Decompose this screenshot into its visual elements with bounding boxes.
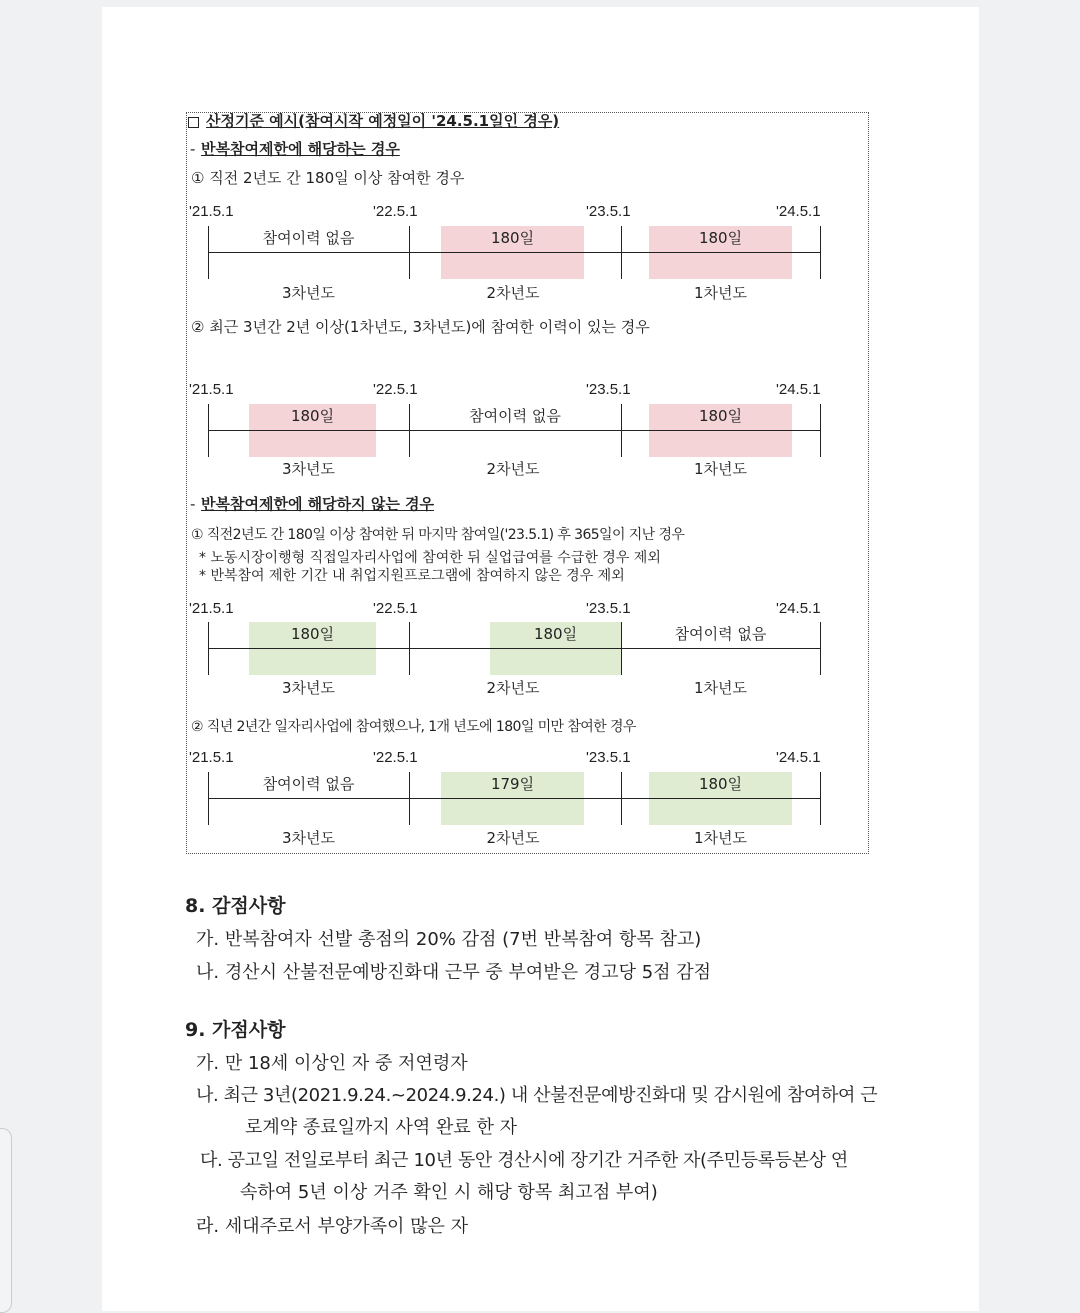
timeline-cell: 참여이력 없음 (469, 407, 561, 425)
timeline-cell-highlight: 180일 (649, 226, 792, 279)
year-label: 2차년도 (486, 829, 540, 847)
timeline-tick (621, 772, 622, 825)
date-label: '24.5.1 (776, 381, 821, 398)
list-item: 나. 최근 3년(2021.9.24.~2024.9.24.) 내 산불전문예방진화대 및 감시원에 참여하여 근 (196, 1085, 878, 1106)
dash-marker: - (190, 495, 196, 513)
timeline-cell-highlight: 180일 (249, 622, 376, 675)
timeline-axis (208, 798, 821, 799)
timeline-cell-highlight: 180일 (441, 226, 584, 279)
section-8-title: 8. 감점사항 (185, 895, 286, 917)
list-item-continuation: 속하여 5년 이상 거주 확인 시 해당 항목 최고점 부여) (240, 1182, 658, 1203)
timeline-tick (409, 622, 410, 675)
list-item: 가. 반복참여자 선발 총점의 20% 감점 (7번 반복참여 항목 참고) (196, 929, 702, 950)
list-item: 나. 경산시 산불전문예방진화대 근무 중 부여받은 경고당 5점 감점 (196, 962, 712, 983)
case-label: ① 직전 2년도 간 180일 이상 참여한 경우 (191, 169, 465, 187)
date-label: '23.5.1 (586, 749, 631, 766)
date-label: '21.5.1 (189, 600, 234, 617)
timeline-tick (208, 404, 209, 457)
example-box (186, 112, 869, 854)
year-label: 3차년도 (281, 829, 335, 847)
dash-marker: - (190, 140, 196, 158)
side-scroll-handle[interactable] (0, 1128, 12, 1313)
timeline-tick (409, 404, 410, 457)
timeline-axis (208, 252, 821, 253)
checkbox-icon (188, 117, 199, 128)
year-label: 1차년도 (693, 460, 747, 478)
timeline-tick (820, 226, 821, 279)
date-label: '23.5.1 (586, 381, 631, 398)
year-label: 1차년도 (693, 284, 747, 302)
timeline-tick (621, 226, 622, 279)
timeline-cell: 참여이력 없음 (262, 229, 355, 247)
date-label: '24.5.1 (776, 749, 821, 766)
box-title: 산정기준 예시(참여시작 예정일이 '24.5.1일인 경우) (206, 112, 560, 130)
timeline-tick (208, 226, 209, 279)
year-label: 3차년도 (281, 679, 335, 697)
date-label: '21.5.1 (189, 381, 234, 398)
case-label: ① 직전2년도 간 180일 이상 참여한 뒤 마지막 참여일('23.5.1) 후 365일이 지난 경우 (191, 527, 685, 543)
timeline-tick (208, 772, 209, 825)
year-label: 2차년도 (486, 284, 540, 302)
timeline-cell: 참여이력 없음 (262, 775, 355, 793)
date-label: '23.5.1 (586, 203, 631, 220)
timeline-cell-highlight: 180일 (649, 404, 792, 457)
timeline-tick (208, 622, 209, 675)
year-label: 3차년도 (281, 284, 335, 302)
list-item: 라. 세대주로서 부양가족이 많은 자 (196, 1216, 469, 1237)
timeline-tick (820, 404, 821, 457)
list-item: 다. 공고일 전일로부터 최근 10년 동안 경산시에 장기간 거주한 자(주민등록등본상 연 (200, 1150, 848, 1171)
timeline-cell-highlight: 180일 (249, 404, 376, 457)
timeline-cell-highlight: 179일 (441, 772, 584, 825)
timeline-axis (208, 430, 821, 431)
section-9-title: 9. 가점사항 (185, 1019, 286, 1041)
timeline-tick (621, 404, 622, 457)
date-label: '21.5.1 (189, 749, 234, 766)
list-item-continuation: 로계약 종료일까지 사역 완료 한 자 (245, 1117, 518, 1138)
timeline-tick (409, 226, 410, 279)
year-label: 2차년도 (486, 460, 540, 478)
timeline-cell: 참여이력 없음 (674, 625, 767, 643)
note-line: * 반복참여 제한 기간 내 취업지원프로그램에 참여하지 않은 경우 제외 (199, 568, 625, 584)
date-label: '23.5.1 (586, 600, 631, 617)
section-heading-not-restricted: 반복참여제한에 해당하지 않는 경우 (201, 495, 435, 513)
date-label: '21.5.1 (189, 203, 234, 220)
timeline-cell-highlight: 180일 (649, 772, 792, 825)
note-line: * 노동시장이행형 직접일자리사업에 참여한 뒤 실업급여를 수급한 경우 제외 (199, 550, 661, 566)
year-label: 2차년도 (486, 679, 540, 697)
timeline-axis (208, 648, 821, 649)
date-label: '22.5.1 (373, 600, 418, 617)
year-label: 1차년도 (693, 679, 747, 697)
section-heading-restricted: 반복참여제한에 해당하는 경우 (201, 140, 400, 158)
year-label: 3차년도 (281, 460, 335, 478)
year-label: 1차년도 (693, 829, 747, 847)
date-label: '24.5.1 (776, 203, 821, 220)
timeline-tick (621, 622, 622, 675)
date-label: '22.5.1 (373, 381, 418, 398)
timeline-tick (409, 772, 410, 825)
date-label: '24.5.1 (776, 600, 821, 617)
timeline-cell-highlight: 180일 (490, 622, 621, 675)
list-item: 가. 만 18세 이상인 자 중 저연령자 (196, 1053, 468, 1074)
timeline-tick (820, 772, 821, 825)
date-label: '22.5.1 (373, 203, 418, 220)
date-label: '22.5.1 (373, 749, 418, 766)
case-label: ② 직년 2년간 일자리사업에 참여했으나, 1개 년도에 180일 미만 참여한 경우 (191, 719, 636, 735)
case-label: ② 최근 3년간 2년 이상(1차년도, 3차년도)에 참여한 이력이 있는 경우 (191, 318, 650, 336)
timeline-tick (820, 622, 821, 675)
